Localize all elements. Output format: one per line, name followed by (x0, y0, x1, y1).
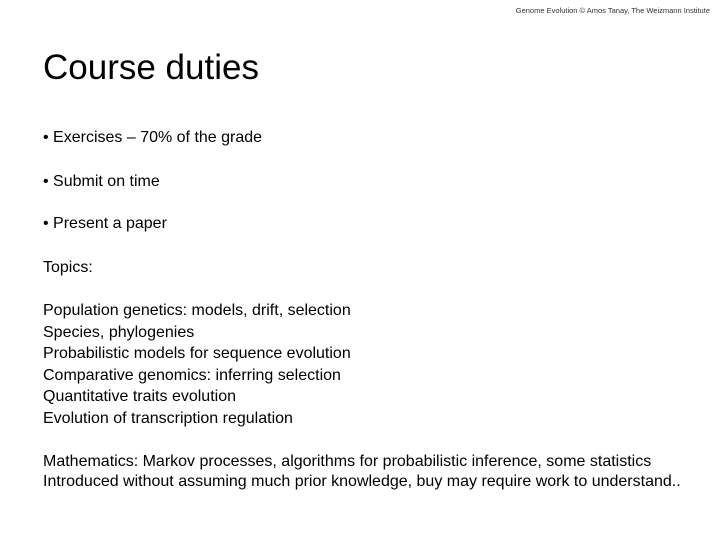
topic-item: Population genetics: models, drift, selection (43, 302, 351, 319)
topic-item: Comparative genomics: inferring selection (43, 366, 341, 384)
bullet-exercises: • Exercises – 70% of the grade (43, 129, 263, 146)
topic-item: Probabilistic models for sequence evolution (43, 345, 351, 362)
slide-title: Course duties (43, 48, 259, 87)
topic-item: Evolution of transcription regulation (43, 409, 293, 427)
topics-label: Topics: (43, 259, 93, 276)
bullet-submit: • Submit on time (43, 173, 160, 190)
header-credit: Genome Evolution © Amos Tanay, The Weizmann Institute (515, 6, 710, 15)
topics-list (43, 300, 351, 429)
bullet-present: • Present a paper (43, 215, 167, 232)
math-line: Introduced without assuming much prior knowledge, buy may require work to understand.. (43, 473, 681, 490)
math-line: Mathematics: Markov processes, algorithms for probabilistic inference, some statistics (43, 453, 652, 470)
topic-item: Quantitative traits evolution (43, 388, 236, 405)
topic-item: Species, phylogenies (43, 323, 195, 341)
math-block (43, 453, 693, 490)
